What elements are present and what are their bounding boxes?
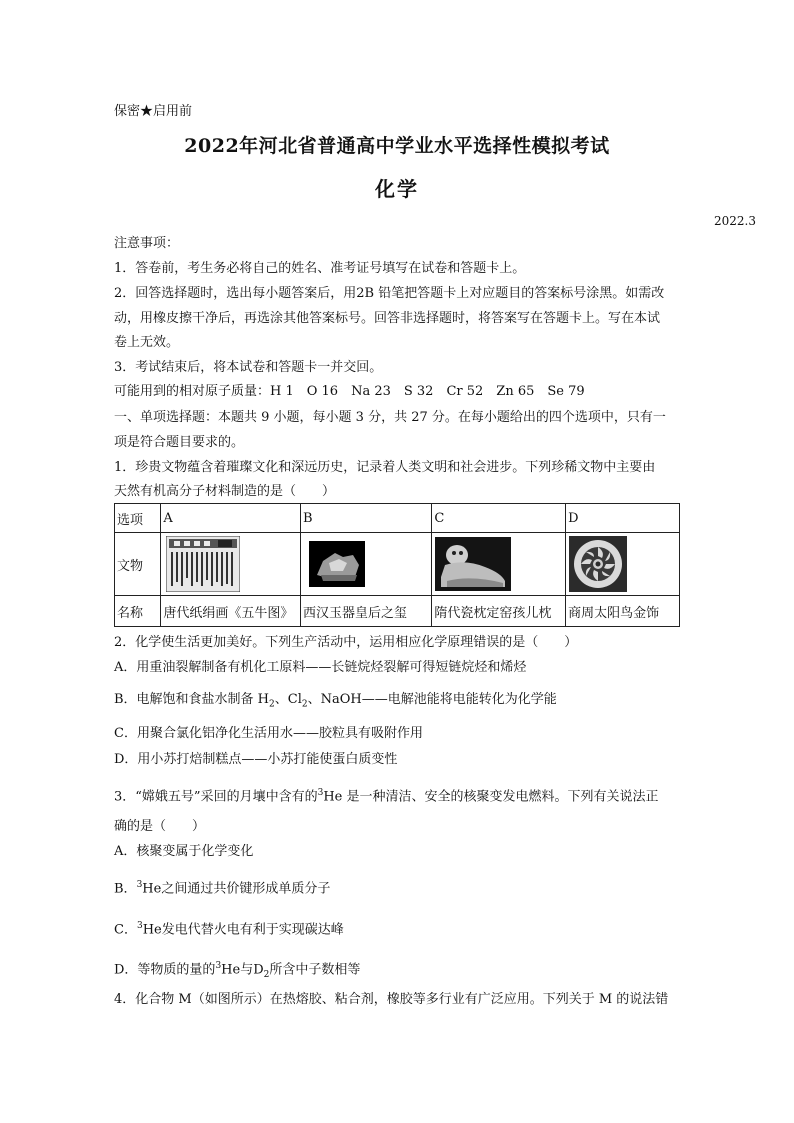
relic-name-d: 商周太阳鸟金饰: [566, 596, 680, 627]
question-2-option-b: B．电解饱和食盐水制备 $H_2$、$Cl_2$、NaOH——电解池能将电能转化为化学能: [114, 692, 557, 710]
question-2-option-c: C．用聚合氯化铝净化生活用水——胶粒具有吸附作用: [114, 726, 423, 741]
notice-item-1: 1．答卷前，考生务必将自己的姓名、准考证号填写在试卷和答题卡上。: [114, 261, 526, 276]
question-3-option-b: B．$^3$He之间通过共价键形成单质分子: [114, 880, 331, 897]
table-row: [115, 504, 680, 533]
confidential-label: 保密★启用前: [114, 104, 193, 119]
jade-seal-image: [309, 541, 365, 587]
notice-heading: 注意事项：: [114, 236, 180, 251]
relic-name-b: 西汉玉器皇后之玺: [300, 596, 431, 627]
option-a-label: A: [161, 504, 301, 533]
section-1-line-1: 一、单项选择题：本题共 9 小题，每小题 3 分，共 27 分。在每小题给出的四个选项中，只有一: [114, 410, 666, 425]
relic-name-a: 唐代纸绢画《五牛图》: [161, 596, 301, 627]
exam-date: 2022.3: [714, 214, 756, 228]
question-4-line-1: 4．化合物 M（如图所示）在热熔胶、粘合剂，橡胶等多行业有广泛应用。下列关于 M 的说法错: [114, 992, 669, 1007]
jade-seal-image-cell: [300, 533, 431, 596]
table-row: [115, 596, 680, 627]
notice-item-2-line-3: 卷上无效。: [114, 335, 180, 350]
option-b-label: B: [300, 504, 431, 533]
question-2-stem: 2．化学使生活更加美好。下列生产活动中，运用相应化学原理错误的是（ ）: [114, 635, 578, 650]
porcelain-pillow-image: [435, 537, 511, 591]
atomic-masses: 可能用到的相对原子质量：H 1 O 16 Na 23 S 32 Cr 52 Zn 65 Se 79: [114, 384, 585, 399]
question-3-option-a: A．核聚变属于化学变化: [114, 844, 254, 859]
sun-bird-gold-image: [569, 536, 627, 592]
painting-image-cell: [161, 533, 301, 596]
relic-name-c: 隋代瓷枕定窑孩儿枕: [432, 596, 566, 627]
exam-title: 2022年河北省普通高中学业水平选择性模拟考试: [184, 135, 610, 157]
question-2-option-d: D．用小苏打焙制糕点——小苏打能使蛋白质变性: [114, 752, 398, 767]
option-d-label: D: [566, 504, 680, 533]
notice-item-2-line-2: 动，用橡皮擦干净后，再选涂其他答案标号。回答非选择题时，将答案写在答题卡上。写在本试: [114, 311, 661, 326]
question-1-line-2: 天然有机高分子材料制造的是（ ）: [114, 484, 336, 499]
section-1-line-2: 项是符合题目要求的。: [114, 435, 245, 450]
row-header-option: 选项: [115, 504, 161, 533]
row-header-relic: 文物: [115, 533, 161, 596]
relics-table: [114, 503, 680, 627]
question-3-option-c: C．$^3$He发电代替火电有利于实现碳达峰: [114, 921, 344, 938]
question-1-line-1: 1．珍贵文物蕴含着璀璨文化和深远历史，记录着人类文明和社会进步。下列珍稀文物中主要由: [114, 460, 656, 475]
question-3-stem-line-2: 确的是（ ）: [114, 819, 206, 834]
painting-image: [166, 536, 240, 592]
option-c-label: C: [432, 504, 566, 533]
question-2-option-a: A．用重油裂解制备有机化工原料——长链烷烃裂解可得短链烷烃和烯烃: [114, 660, 527, 675]
notice-item-3: 3．考试结束后，将本试卷和答题卡一并交回。: [114, 360, 383, 375]
question-3-stem-line-1: 3．“嫦娥五号”采回的月壤中含有的$^3$He 是一种清洁、安全的核聚变发电燃料。下列有关说法正: [114, 788, 659, 805]
question-3-option-d: D．等物质的量的$^3$He与$D_2$所含中子数相等: [114, 961, 361, 980]
sun-bird-gold-image-cell: [566, 533, 680, 596]
notice-item-2-line-1: 2．回答选择题时，选出每小题答案后，用2B 铅笔把答题卡上对应题目的答案标号涂黑。如需改: [114, 286, 665, 301]
porcelain-pillow-image-cell: [432, 533, 566, 596]
table-row: [115, 533, 680, 596]
row-header-name: 名称: [115, 596, 161, 627]
subject-title: 化学: [375, 177, 419, 201]
